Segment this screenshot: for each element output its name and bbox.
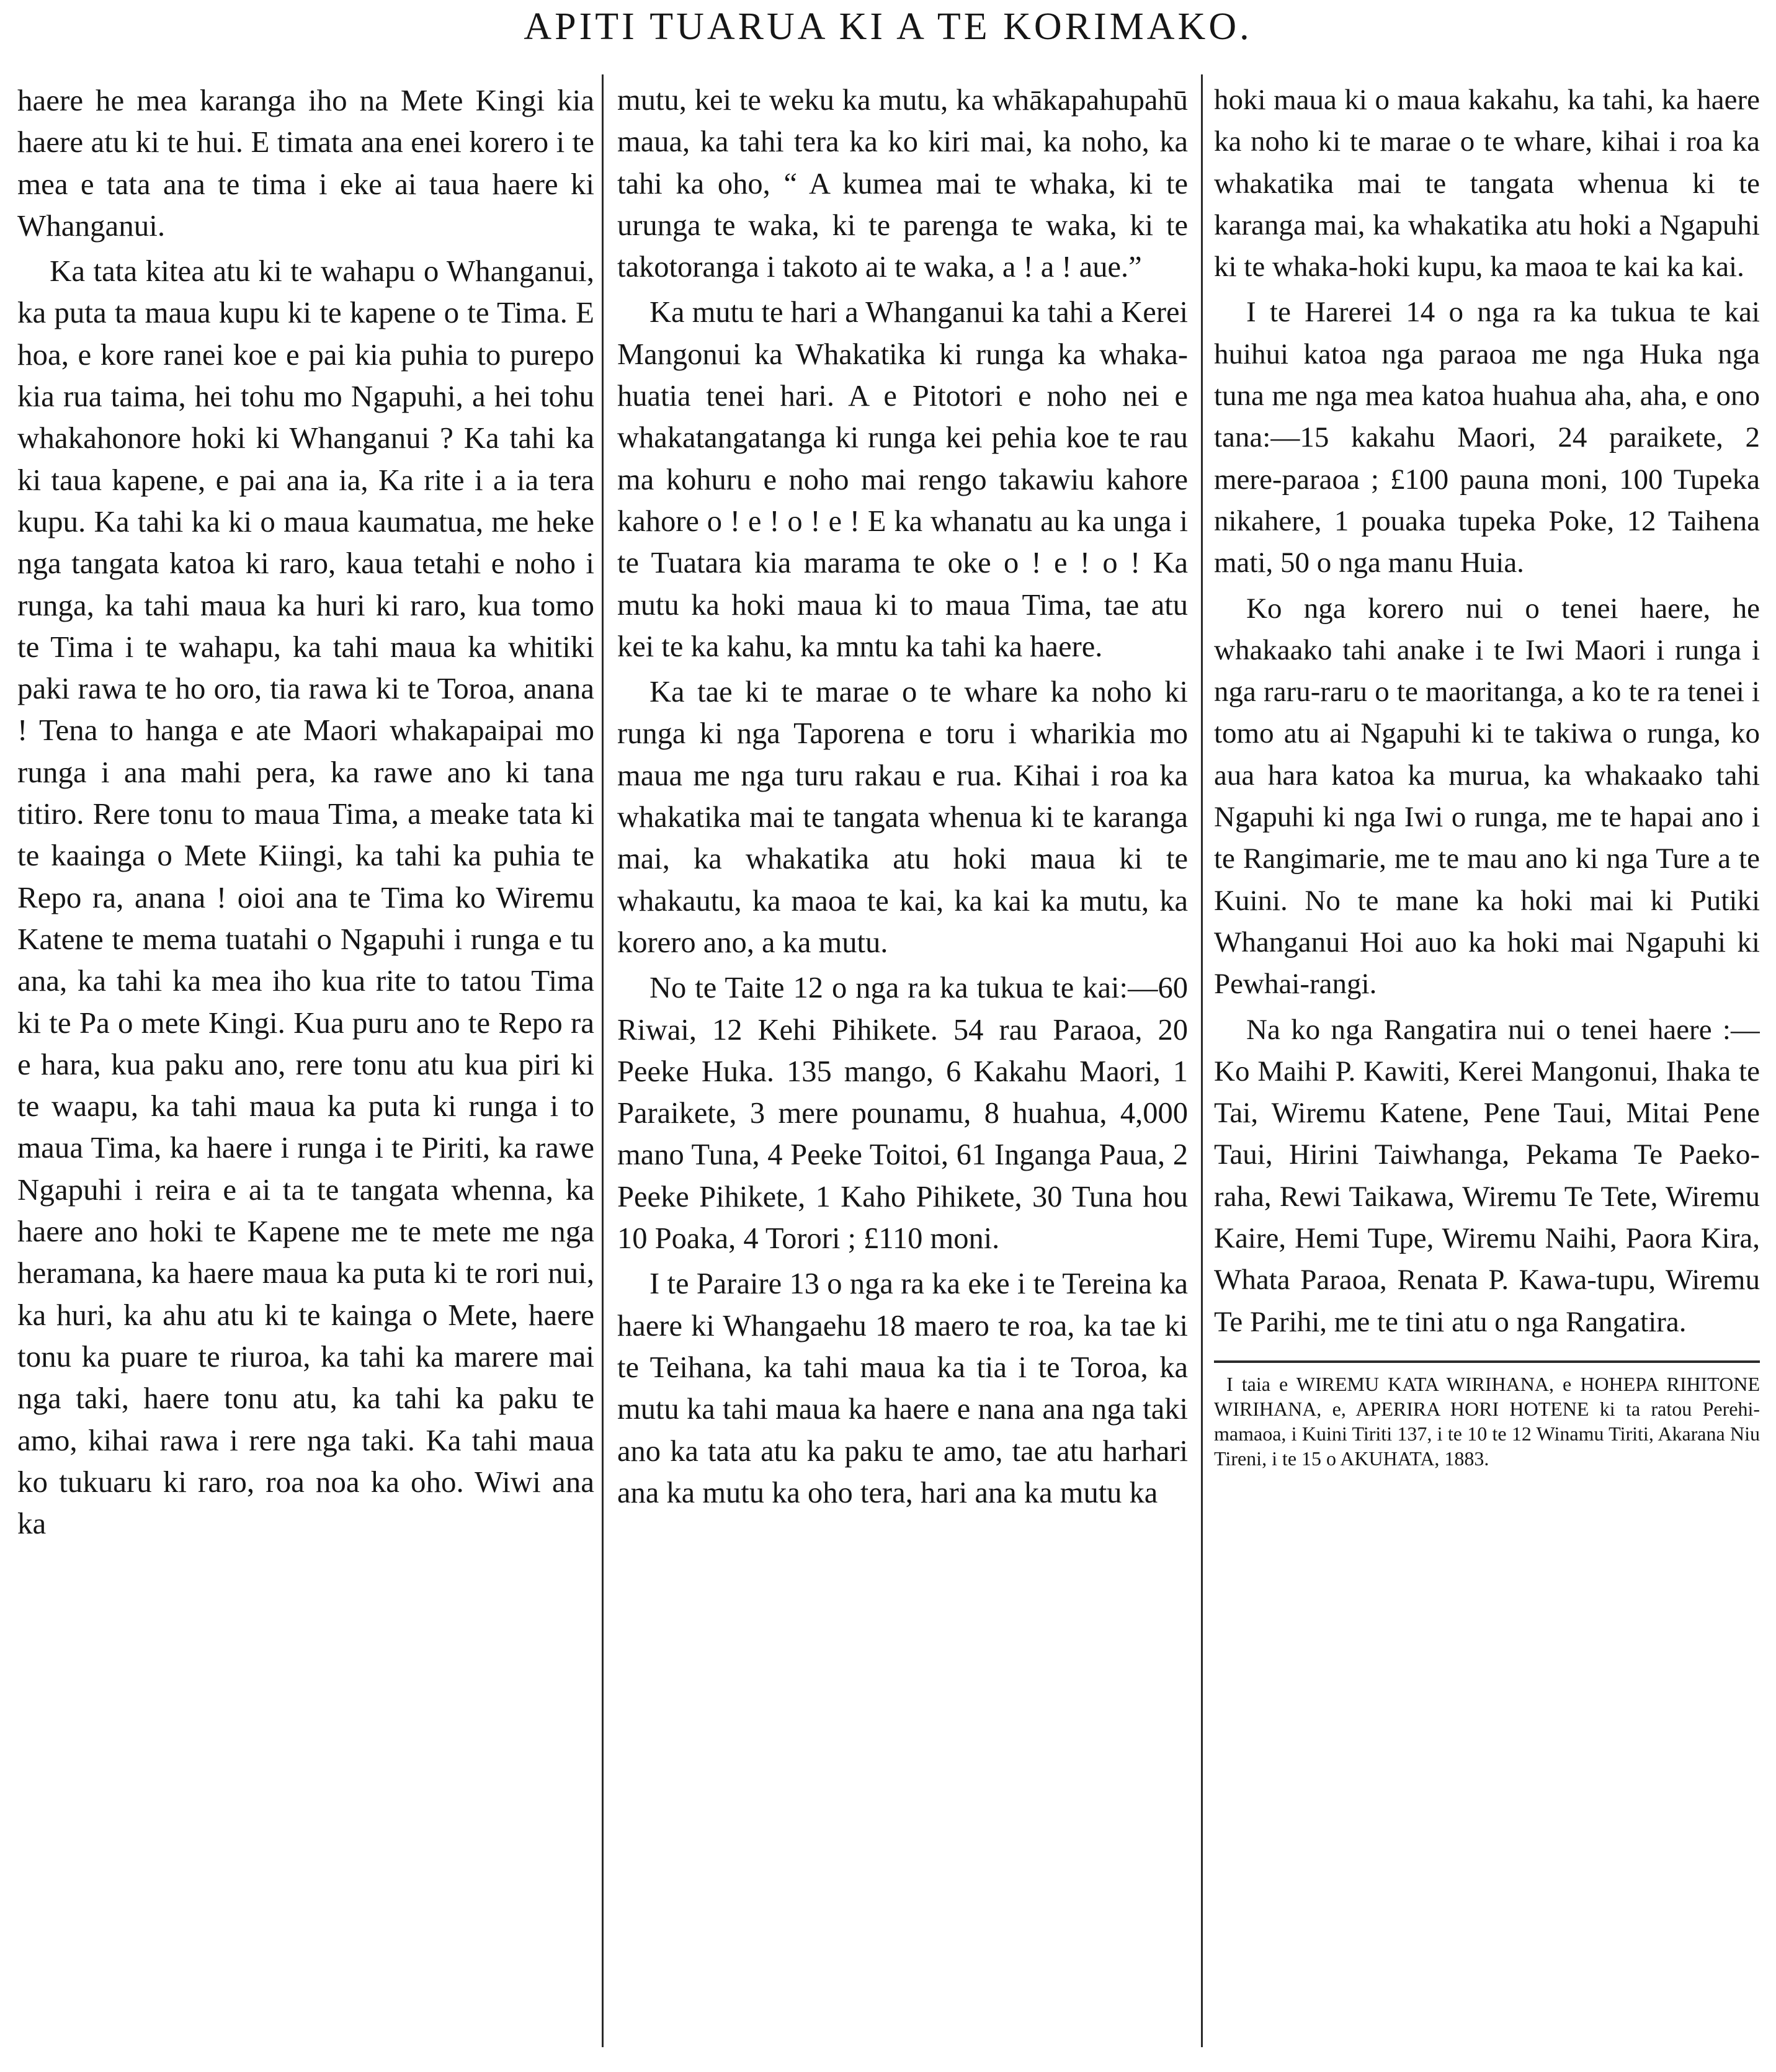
- paragraph: hoki maua ki o maua kakahu, ka tahi, ka haere ka noho ki te marae o te whare, kihai i roa ka whakatika mai te tangata whenua ki te karanga mai, ka whakatika atu hoki a Ngapuhi ki te whaka-hoki kupu, ka maoa te kai ka kai.: [1214, 84, 1760, 284]
- column-1: [17, 79, 594, 2058]
- column-rule: [1201, 74, 1203, 2047]
- paragraph: I te Paraire 13 o nga ra ka eke i te Tereina ka haere ki Whangaehu 18 maero te roa, ka tae ki te Teihana, ka tahi maua ka tia i te Toroa, ka mutu ka tahi maua ka haere e nana ana nga taki ano ka tata atu ka paku te amo, tae atu harhari ana ka mutu ka oho tera, hari ana ka mutu ka: [617, 1267, 1188, 1509]
- imprint-divider: [1214, 1360, 1760, 1363]
- paragraph: mutu, kei te weku ka mutu, ka whākapahupahū maua, ka tahi tera ka ko kiri mai, ka noho, ka tahi ka oho, “ A kumea mai te whaka, ki te urunga te waka, ki te parenga te waka, ki te takotoranga i takoto ai te waka, a ! a ! aue.”: [617, 84, 1188, 284]
- paragraph: Ka tae ki te marae o te whare ka noho ki runga ki nga Taporena e toru i wharikia mo maua me nga turu rakau e rua. Kihai i roa ka whakatika mai te tangata whenua ki te karanga mai, ka whakatika atu hoki maua ki te whakautu, ka maoa te kai, ka kai ka mutu, ka korero ano, a ka mutu.: [617, 676, 1188, 959]
- paragraph: Ka mutu te hari a Whanganui ka tahi a Kerei Mangonui ka Whakatika ki runga ka whaka-huatia tenei hari. A e Pitotori e noho nei e whakatangatanga ki runga kei pehia koe te rau ma kohuru e noho mai rengo takawiu kahore kahore o ! e ! o ! e ! E ka whanatu au ka unga i te Tuatara kia marama te oke o ! e ! o ! Ka mutu ka hoki maua ki to maua Tima, tae atu kei te ka kahu, ka mntu ka tahi ka haere.: [617, 296, 1188, 663]
- paragraph: Ko nga korero nui o tenei haere, he whakaako tahi anake i te Iwi Maori i runga i nga raru-raru o te maoritanga, a ko te ra tenei i tomo atu ai Ngapuhi ki te takiwa o runga, ko aua hara katoa ka murua, ka whakaako tahi Ngapuhi ki nga Iwi o runga, me te hapai ano i te Rangimarie, me te mau ano ki nga Ture a te Kuini. No te mane ka hoki mai ki Putiki Whanganui Hoi auo ka hoki mai Ngapuhi ki Pewhai-rangi.: [1214, 592, 1760, 1001]
- column-rule: [602, 74, 604, 2047]
- paragraph: Ka tata kitea atu ki te wahapu o Whanganui, ka puta ta maua kupu ki te kapene o te Tima. E hoa, e kore ranei koe e pai kia puhia to purepo kia rua taima, hei tohu mo Ngapuhi, a hei tohu whakahonore hoki ki Whanganui ? Ka tahi ka ki taua kapene, e pai ana ia, Ka rite i a ia tera kupu. Ka tahi ka ki o maua kaumatua, me heke nga tangata katoa ki raro, kaua tetahi e noho i runga, ka tahi maua ka huri ki raro, kua tomo te Tima i te wahapu, ka tahi maua ka whitiki paki rawa te ho oro, tia rawa ki te Toroa, anana ! Tena to hanga e ate Maori whakapaipai mo runga i ana mahi pera, ka rawe ano ki tana titiro. Rere tonu to maua Tima, a meake tata ki te kaainga o Mete Kiingi, ka tahi ka puhia te Repo ra, anana ! oioi ana te Tima ko Wiremu Katene te mema tuatahi o Ngapuhi i runga e tu ana, ka tahi ka mea iho kua rite to tatou Tima ki te Pa o mete Kingi. Kua puru ano te Repo ra e hara, kua paku ano, rere tonu atu kua piri ki te waapu, ka tahi maua ka puta ki runga i to maua Tima, ka haere i runga i te Piriti, ka rawe Ngapuhi i reira e ai ta te tangata whenna, ka haere ano hoki te Kapene me te mete me nga heramana, ka haere maua ka puta ki te rori nui, ka huri, ka ahu atu ki te kainga o Mete, haere tonu ka puare te riuroa, ka tahi ka marere mai nga taki, haere tonu atu, ka tahi ka paku te amo, kihai rawa i rere nga taki. Ka tahi maua ko tukuaru ki raro, roa noa ka oho. Wiwi ana ka: [17, 254, 594, 1541]
- paragraph: haere he mea karanga iho na Mete Kingi kia haere atu ki te hui. E timata ana enei korero i te mea e tata ana te tima i eke ai taua haere ki Whanganui.: [17, 83, 594, 243]
- paragraph: Na ko nga Rangatira nui o tenei haere :—Ko Maihi P. Kawiti, Kerei Mangonui, Ihaka te Tai, Wiremu Katene, Pene Taui, Mitai Pene Taui, Hirini Taiwhanga, Pekama Te Paeko-raha, Rewi Taikawa, Wiremu Te Tete, Wiremu Kaire, Hemi Tupe, Wiremu Naihi, Paora Kira, Whata Paraoa, Renata P. Kawa-tupu, Wiremu Te Parihi, me te tini atu o nga Rangatira.: [1214, 1013, 1760, 1338]
- page-headline: APITI TUARUA KI A TE KORIMAKO.: [524, 6, 1252, 48]
- paragraph: No te Taite 12 o nga ra ka tukua te kai:—60 Riwai, 12 Kehi Pihikete. 54 rau Paraoa, 20 Peeke Huka. 135 mango, 6 Kakahu Maori, 1 Paraikete, 3 mere pounamu, 8 huahua, 4,000 mano Tuna, 4 Peeke Toitoi, 61 Inganga Paua, 2 Peeke Pihikete, 1 Kaho Pihikete, 30 Tuna hou 10 Poaka, 4 Torori ; £110 moni.: [617, 971, 1188, 1256]
- column-3: [1214, 79, 1760, 2058]
- printer-imprint: I taia e WIREMU KATA WIRIHANA, e HOHEPA RIHITONE WIRIHANA, e, APERIRA HORI HOTENE ki ta ratou Perehi-mamaoa, i Kuini Tiriti 137, i te 10 te 12 Winamu Tiriti, Akarana Niu Tireni, i te 15 o AKUHATA, 1883.: [1214, 1372, 1760, 1470]
- column-2: [617, 79, 1188, 2058]
- paragraph: I te Harerei 14 o nga ra ka tukua te kai huihui katoa nga paraoa me nga Huka nga tuna me nga mea katoa huahua aha, aha, e ono tana:—15 kakahu Maori, 24 paraikete, 2 mere-paraoa ; £100 pauna moni, 100 Tupeka nikahere, 1 pouaka tupeka Poke, 12 Taihena mati, 50 o nga manu Huia.: [1214, 296, 1760, 579]
